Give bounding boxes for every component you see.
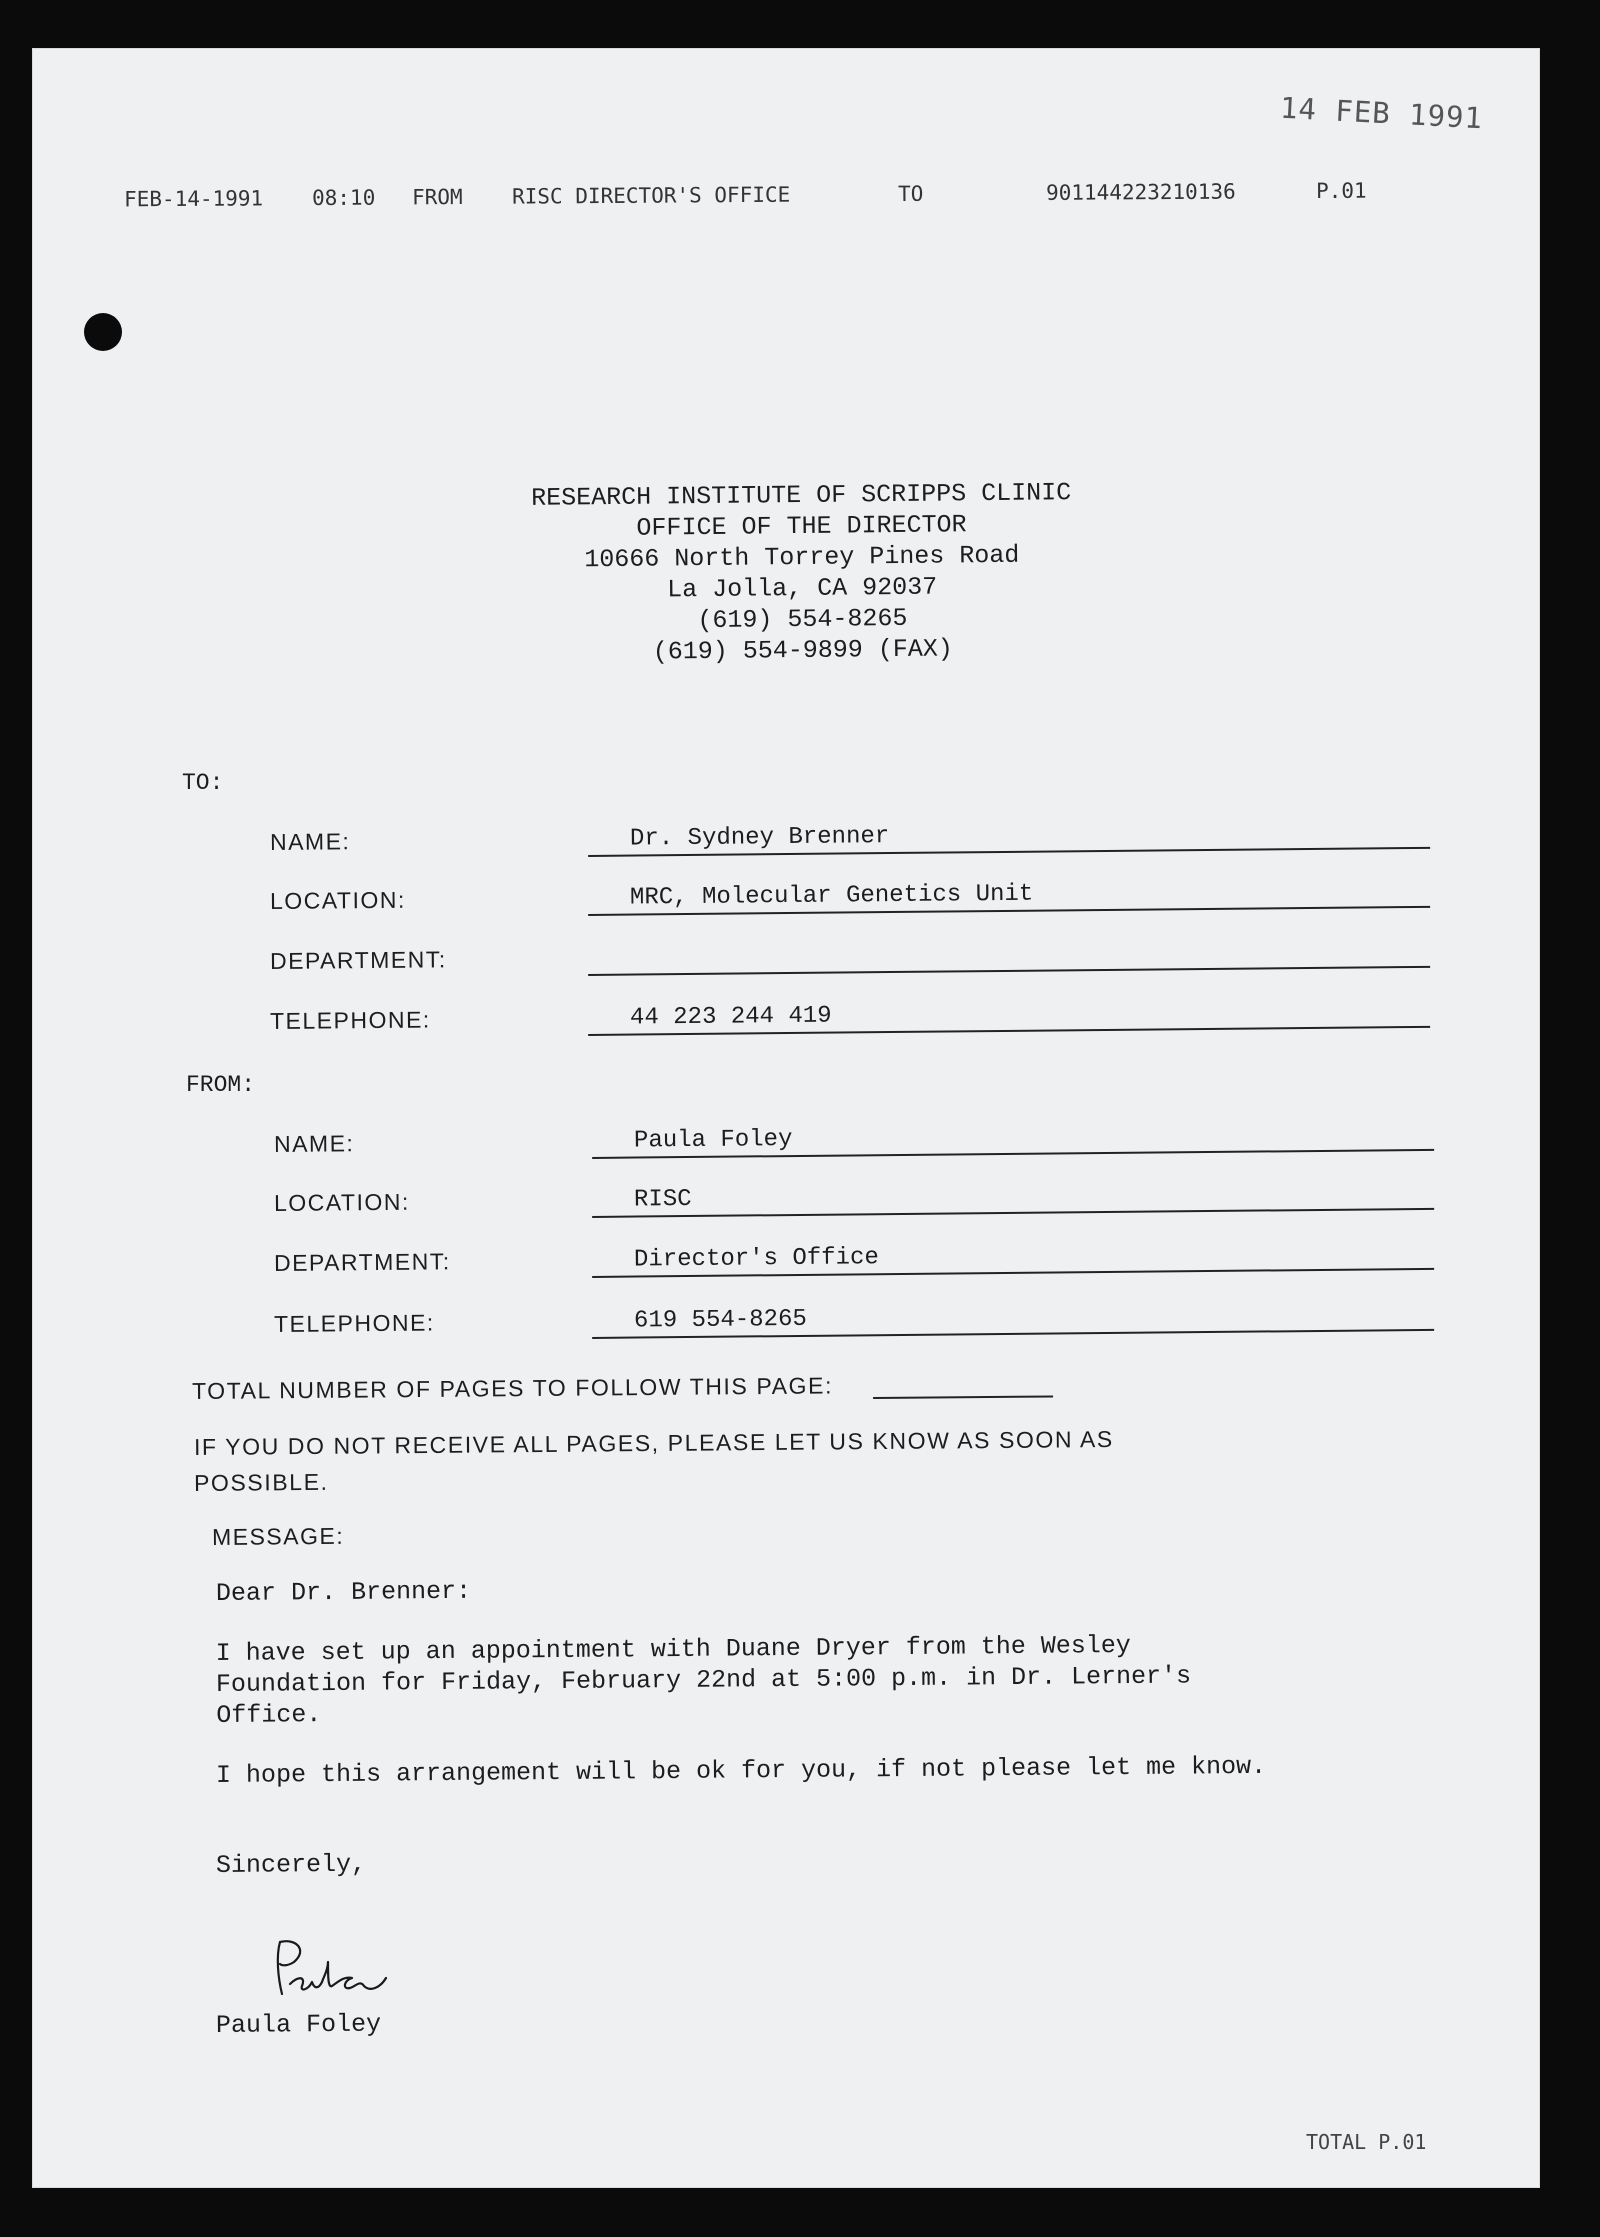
fax-number: 901144223210136 [1045,179,1236,205]
to-location-value: MRC, Molecular Genetics Unit [629,880,1034,912]
message-line: I have set up an appointment with Duane Dryer from the Wesley [215,1631,1131,1669]
to-department-row [270,928,1430,979]
message-line: Foundation for Friday, February 22nd at 5:00 p.m. in Dr. Lerner's [215,1661,1192,1699]
to-section-label: TO: [182,770,224,796]
from-location-value: RISC [633,1185,692,1214]
from-name-value: Paula Foley [633,1126,793,1155]
fax-time: 08:10 [311,185,376,211]
field-label: TELEPHONE: [273,1309,435,1337]
fax-date: FEB-14-1991 [123,186,264,212]
fax-to-label: TO [897,181,924,206]
fax-from-label: FROM [411,184,463,210]
message-label: MESSAGE: [211,1522,345,1550]
to-telephone-value: 44 223 244 419 [629,1002,832,1032]
pages-notice-text: TOTAL NUMBER OF PAGES TO FOLLOW THIS PAGE: [191,1372,834,1404]
fax-from: RISC DIRECTOR'S OFFICE [511,182,791,209]
pages-count-blank [873,1395,1053,1399]
message-paragraph-1 [216,1629,1192,1731]
fax-transmission-header [32,177,1540,212]
from-location-row [274,1170,1434,1221]
from-telephone-value: 619 554-8265 [633,1305,807,1335]
from-name-row [274,1111,1434,1162]
received-date-stamp: 14 FEB 1991 [1279,90,1484,136]
message-closing: Sincerely, [215,1849,367,1880]
from-section-label: FROM: [186,1072,256,1098]
punch-hole [84,313,122,351]
from-telephone-row [274,1291,1434,1342]
fax-page: P.01 [1315,178,1367,204]
field-label: TELEPHONE: [269,1006,431,1034]
receive-notice-line-1: IF YOU DO NOT RECEIVE ALL PAGES, PLEASE LET US KNOW AS SOON AS [193,1425,1114,1460]
field-label: NAME: [269,828,351,855]
pages-notice [192,1370,1053,1405]
letterhead-line: RESEARCH INSTITUTE OF SCRIPPS CLINIC [531,478,1072,513]
field-label: DEPARTMENT: [273,1248,451,1276]
to-name-row [270,809,1430,860]
fax-page [32,48,1540,2188]
message-paragraph-2: I hope this arrangement will be ok for you, if not please let me know. [215,1751,1267,1790]
receive-notice-line-2: POSSIBLE. [193,1468,329,1496]
field-label: DEPARTMENT: [269,946,447,974]
fax-total-pages: TOTAL P.01 [1306,2130,1427,2154]
from-department-row [274,1230,1434,1281]
to-name-value: Dr. Sydney Brenner [629,823,890,853]
to-telephone-row [270,988,1430,1039]
to-location-row [270,868,1430,919]
field-label: NAME: [273,1130,355,1157]
signatory-name: Paula Foley [215,2009,382,2040]
letterhead-line: (619) 554-8265 [697,603,908,636]
message-line: Office. [216,1700,322,1730]
message-salutation: Dear Dr. Brenner: [215,1576,472,1608]
letterhead-line: (619) 554-9899 (FAX) [652,634,953,667]
field-label: LOCATION: [273,1188,410,1216]
letterhead-line: La Jolla, CA 92037 [666,572,938,605]
field-underline [588,966,1430,976]
letterhead [401,476,1203,670]
field-underline [592,1208,1434,1218]
from-department-value: Director's Office [633,1244,879,1274]
letterhead-line: OFFICE OF THE DIRECTOR [636,510,967,543]
letterhead-line: 10666 North Torrey Pines Road [584,540,1020,575]
field-label: LOCATION: [269,886,406,914]
